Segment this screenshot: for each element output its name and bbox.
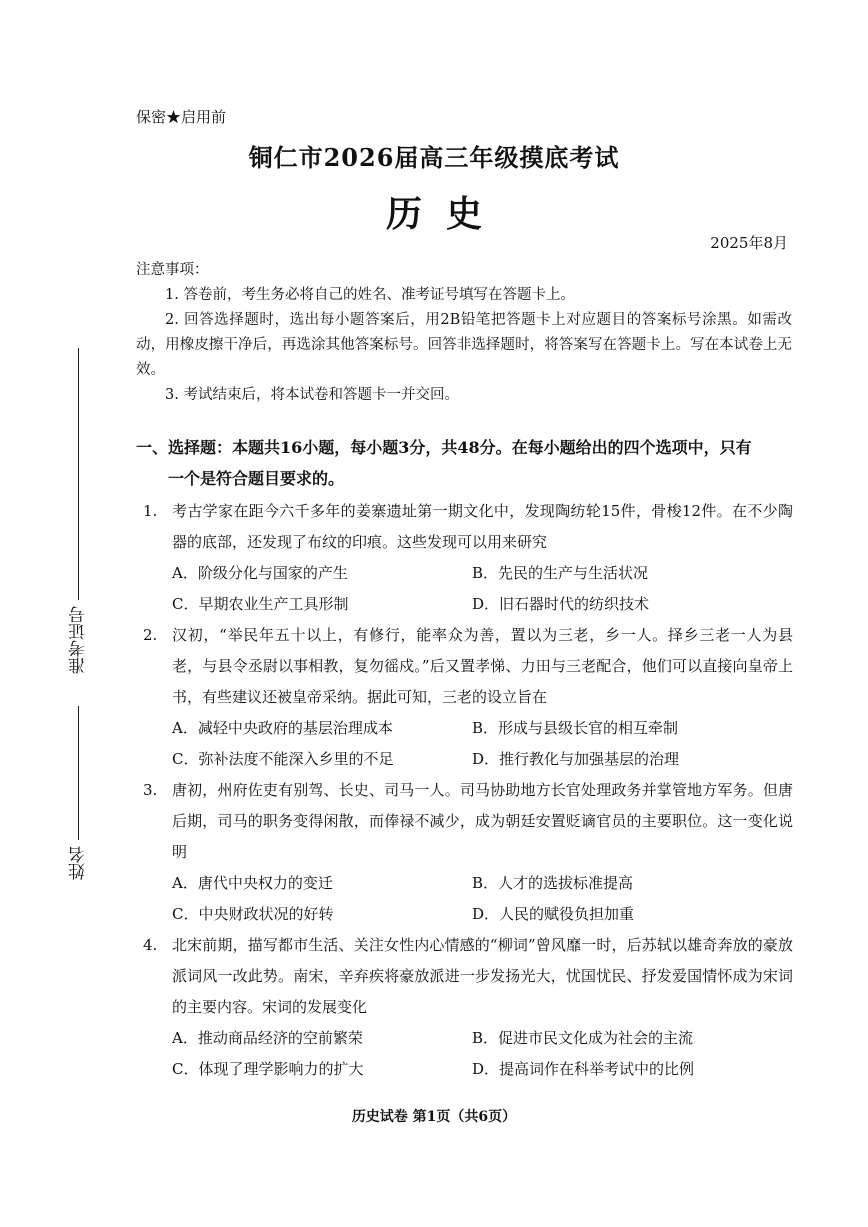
option-c: C．中央财政状况的好转	[172, 905, 334, 923]
option-b: B．促进市民文化成为社会的主流	[472, 1029, 694, 1047]
section-heading-line: 一、选择题：本题共16小题，每小题3分，共48分。在每小题给出的四个选项中，只有	[136, 438, 752, 457]
question-1	[143, 496, 793, 620]
notes-item: 3. 考试结束后，将本试卷和答题卡一并交回。	[165, 387, 459, 403]
section-heading	[136, 432, 792, 494]
notes-item: 1. 答卷前，考生务必将自己的姓名、准考证号填写在答题卡上。	[165, 287, 575, 303]
exam-number-line	[78, 348, 79, 600]
option-d: D．推行教化与加强基层的治理	[472, 750, 680, 768]
exam-date: 2025年8月	[710, 234, 788, 252]
question-2	[143, 620, 793, 775]
question-4	[143, 930, 793, 1085]
question-3	[143, 775, 793, 930]
confidential-mark: 保密★启用前	[136, 108, 227, 126]
notes-block	[136, 258, 792, 408]
name-line	[78, 706, 79, 840]
subject-title: 历史	[385, 193, 506, 235]
exam-number-label: 准考证号	[69, 606, 89, 674]
option-d: D．提高词作在科举考试中的比例	[472, 1060, 695, 1078]
question-number: 1.	[143, 502, 158, 520]
option-a: A．推动商品经济的空前繁荣	[172, 1029, 363, 1047]
option-b: B．人才的选拔标准提高	[472, 874, 634, 892]
section-heading-line: 一个是符合题目要求的。	[168, 469, 345, 488]
notes-heading: 注意事项：	[136, 262, 209, 278]
option-a: A．减轻中央政府的基层治理成本	[172, 719, 393, 737]
option-a: A．唐代中央权力的变迁	[172, 874, 333, 892]
option-c: C．体现了理学影响力的扩大	[172, 1060, 364, 1078]
question-list	[143, 496, 793, 1085]
question-stem: 北宋前期，描写都市生活、关注女性内心情感的“柳词”曾风靡一时，后苏轼以雄奇奔放的豪放派词风一改此势。南宋，辛弃疾将豪放派进一步发扬光大，忧国忧民、抒发爱国情怀成为宋词的主要内容。宋词的发展变化	[172, 936, 793, 1016]
page-footer: 历史试卷 第1页（共6页）	[351, 1109, 517, 1125]
option-d: D．旧石器时代的纺织技术	[472, 595, 650, 613]
option-a: A．阶级分化与国家的产生	[172, 564, 348, 582]
question-number: 4.	[143, 936, 158, 954]
question-options	[143, 1023, 793, 1085]
option-c: C．弥补法度不能深入乡里的不足	[172, 750, 394, 768]
option-d: D．人民的赋役负担加重	[472, 905, 635, 923]
question-options	[143, 558, 793, 620]
question-stem: 汉初，“举民年五十以上，有修行，能率众为善，置以为三老，乡一人。择乡三老一人为县老，与县令丞尉以事相教，复勿徭戍。”后又置孝悌、力田与三老配合，他们可以直接向皇帝上书，有些建议还被皇帝采纳。据此可知，三老的设立旨在	[172, 626, 793, 706]
option-c: C．早期农业生产工具形制	[172, 595, 349, 613]
question-stem: 考古学家在距今六千多年的姜寨遗址第一期文化中，发现陶纺轮15件，骨梭12件。在不少陶器的底部，还发现了布纹的印痕。这些发现可以用来研究	[172, 502, 793, 551]
question-number: 3.	[143, 781, 158, 799]
option-b: B．先民的生产与生活状况	[472, 564, 649, 582]
question-stem: 唐初，州府佐吏有别驾、长史、司马一人。司马协助地方长官处理政务并掌管地方军务。但唐后期，司马的职务变得闲散，而俸禄不减少，成为朝廷安置贬谪官员的主要职位。这一变化说明	[172, 781, 793, 861]
question-number: 2.	[143, 626, 158, 644]
name-label: 姓名	[69, 846, 89, 880]
exam-title: 铜仁市2026届高三年级摸底考试	[248, 143, 620, 172]
notes-item: 2. 回答选择题时，选出每小题答案后，用2B铅笔把答题卡上对应题目的答案标号涂黑。如需改动，用橡皮擦干净后，再选涂其他答案标号。回答非选择题时，将答案写在答题卡上。写在本试卷上无效。	[136, 312, 792, 378]
option-b: B．形成与县级长官的相互牵制	[472, 719, 679, 737]
question-options	[143, 713, 793, 775]
question-options	[143, 868, 793, 930]
